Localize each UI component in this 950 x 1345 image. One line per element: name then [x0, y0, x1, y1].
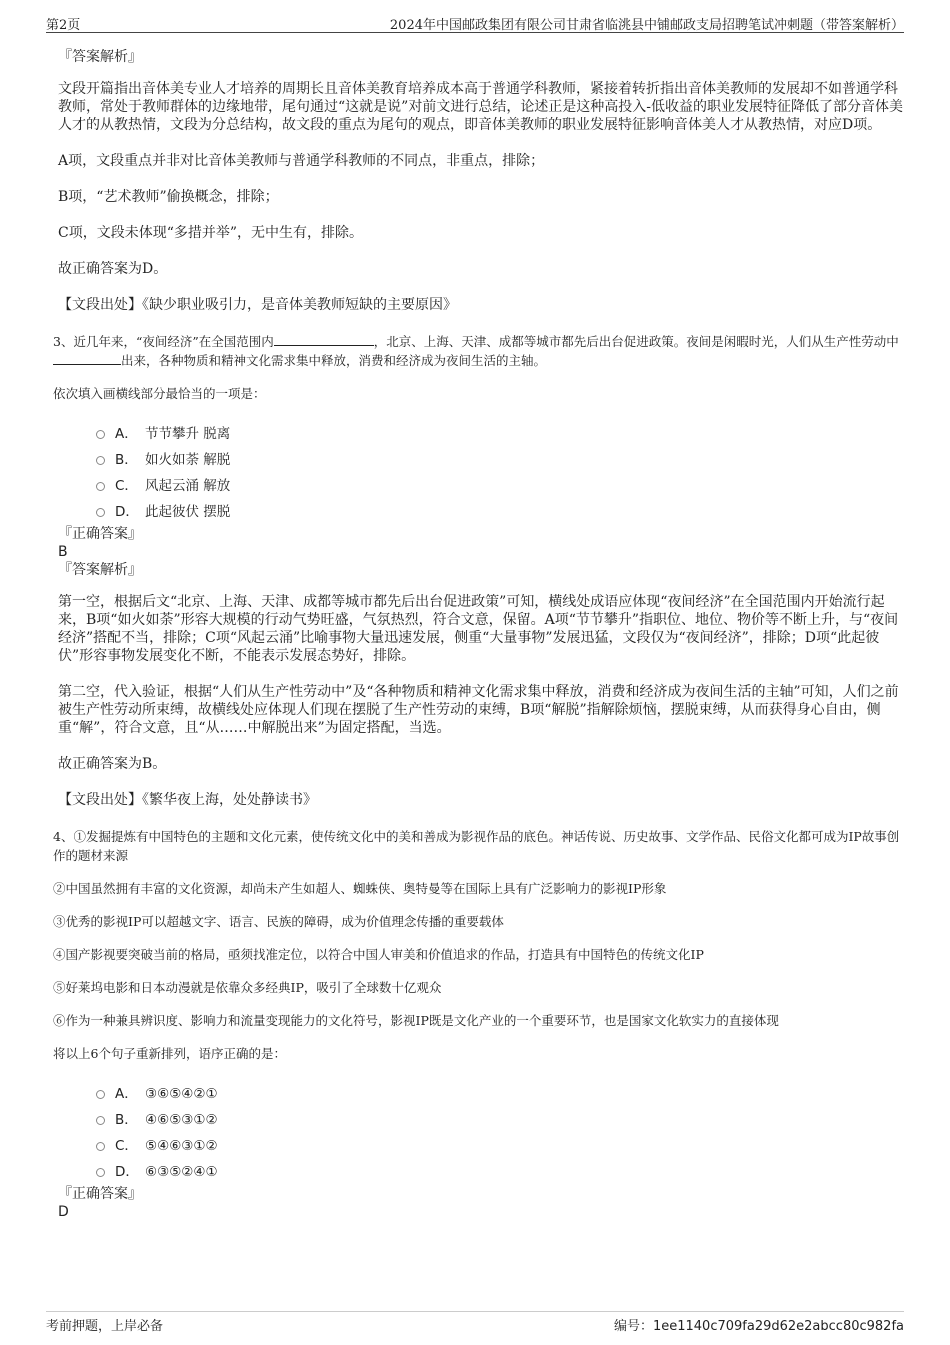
- q2-conclusion: 故正确答案为D。: [58, 261, 168, 277]
- radio-icon[interactable]: [96, 430, 105, 439]
- radio-icon[interactable]: [96, 1116, 105, 1125]
- radio-icon[interactable]: [96, 1142, 105, 1151]
- document-title: 2024年中国邮政集团有限公司甘肃省临洮县中铺邮政支局招聘笔试冲刺题（带答案解析）: [389, 18, 904, 33]
- radio-icon[interactable]: [96, 508, 105, 517]
- code-label: 编号：: [613, 1319, 653, 1334]
- option-letter: C．: [115, 478, 138, 494]
- option-letter: A．: [115, 426, 138, 442]
- q4-sentence-6: ⑥作为一种兼具辨识度、影响力和流量变现能力的文化符号，影视IP既是文化产业的一个重要环节，也是国家文化软实力的直接体现: [53, 1013, 779, 1028]
- option-letter: B．: [115, 452, 138, 468]
- radio-icon[interactable]: [96, 1090, 105, 1099]
- option-text: 如火如荼 解脱: [145, 452, 231, 468]
- q3-answer-label: 『正确答案』: [58, 526, 142, 542]
- q2-analysis-option-a: A项，文段重点并非对比音体美教师与普通学科教师的不同点，非重点，排除；: [58, 153, 545, 169]
- option-letter: A．: [115, 1086, 138, 1102]
- q3-options: [96, 421, 906, 525]
- q2-analysis-label: 『答案解析』: [58, 49, 142, 65]
- q3-stem: [53, 332, 906, 370]
- q3-answer: B: [58, 544, 68, 560]
- radio-icon[interactable]: [96, 1168, 105, 1177]
- q4-answer: D: [58, 1204, 69, 1220]
- option-letter: D．: [115, 1164, 139, 1180]
- q4-option-b[interactable]: [96, 1107, 906, 1133]
- q3-option-d[interactable]: [96, 499, 906, 525]
- q2-analysis-option-b: B项，“艺术教师”偷换概念，排除；: [58, 189, 279, 205]
- option-text: ③⑥⑤④②①: [145, 1086, 218, 1102]
- q4-option-c[interactable]: [96, 1133, 906, 1159]
- q3-analysis-first-blank: 第一空，根据后文“北京、上海、天津、成都等城市都先后出台促进政策”可知，横线处成语应体现“夜间经济”在全国范围内开始流行起来，B项“如火如荼”形容大规模的行动气势旺盛，气氛热烈，符合文意，保留。A项“节节攀升”指职位、地位、物价等不断上升，与“夜间经济”搭配不当，排除；C项“风起云涌”比喻事物大量迅速发展，侧重“大量事物”发展迅猛，文段仅为“夜间经济”，排除；D项“此起彼伏”形容事物发展变化不断，不能表示发展态势好，排除。: [58, 594, 899, 664]
- q4-sentence-4: ④国产影视要突破当前的格局，亟须找准定位，以符合中国人审美和价值追求的作品，打造具有中国特色的传统文化IP: [53, 947, 704, 962]
- q3-analysis-second-blank: 第二空，代入验证，根据“人们从生产性劳动中”及“各种物质和精神文化需求集中释放，消费和经济成为夜间生活的主轴”可知，人们之前被生产性劳动所束缚，故横线处应体现人们现在摆脱了生产性劳动的束缚，B项“解脱”指解除烦恼，摆脱束缚，从而获得身心自由，侧重“解”，符合文意，且“从……中解脱出来”为固定搭配，当选。: [58, 684, 899, 736]
- q4-prompt: 将以上6个句子重新排列，语序正确的是：: [53, 1046, 286, 1061]
- page-number: 第2页: [46, 18, 81, 33]
- document-code: [614, 1315, 904, 1334]
- q3-analysis-label: 『答案解析』: [58, 562, 142, 578]
- page-header: [46, 12, 904, 33]
- option-letter: C．: [115, 1138, 138, 1154]
- q3-stem-part-3: 出来，各种物质和精神文化需求集中释放，消费和经济成为夜间生活的主轴。: [121, 353, 547, 368]
- radio-icon[interactable]: [96, 482, 105, 491]
- option-letter: D．: [115, 504, 139, 520]
- page-footer: [46, 1311, 904, 1332]
- q3-stem-part-2: ，北京、上海、天津、成都等城市都先后出台促进政策。夜间是闲暇时光，人们从生产性劳动中: [373, 334, 899, 349]
- q3-prompt: 依次填入画横线部分最恰当的一项是：: [53, 386, 266, 401]
- footer-slogan: 考前押题，上岸必备: [46, 1319, 164, 1334]
- q4-option-d[interactable]: [96, 1159, 906, 1185]
- q4-options: [96, 1081, 906, 1185]
- option-text: ⑥③⑤②④①: [145, 1164, 218, 1180]
- q4-sentence-5: ⑤好莱坞电影和日本动漫就是依靠众多经典IP，吸引了全球数十亿观众: [53, 980, 442, 995]
- option-text: 风起云涌 解放: [145, 478, 231, 494]
- page-content: [53, 48, 906, 1221]
- option-text: 此起彼伏 摆脱: [145, 504, 231, 520]
- q3-option-b[interactable]: [96, 447, 906, 473]
- q3-stem-part-1: 3、近几年来，“夜间经济”在全国范围内: [53, 334, 274, 349]
- q3-blank-2: [53, 352, 121, 365]
- q4-sentence-1: 4、①发掘提炼有中国特色的主题和文化元素，使传统文化中的美和善成为影视作品的底色。神话传说、历史故事、文学作品、民俗文化都可成为IP故事创作的题材来源: [53, 829, 900, 863]
- q2-analysis-paragraph: 文段开篇指出音体美专业人才培养的周期长且音体美教育培养成本高于普通学科教师，紧接着转折指出音体美教师的发展却不如普通学科教师，常处于教师群体的边缘地带，尾句通过“这就是说”对前文进行总结，论述正是这种高投入-低收益的职业发展特征降低了部分音体美人才的从教热情，文段为分总结构，故文段的重点为尾句的观点，即音体美教师的职业发展特征影响音体美人才从教热情，对应D项。: [58, 81, 904, 133]
- q3-conclusion: 故正确答案为B。: [58, 756, 167, 772]
- radio-icon[interactable]: [96, 456, 105, 465]
- q2-analysis-option-c: C项，文段未体现“多措并举”，无中生有，排除。: [58, 225, 364, 241]
- option-text: ④⑥⑤③①②: [145, 1112, 218, 1128]
- q4-option-a[interactable]: [96, 1081, 906, 1107]
- q3-blank-1: [274, 333, 374, 346]
- q4-sentence-3: ③优秀的影视IP可以超越文字、语言、民族的障碍，成为价值理念传播的重要载体: [53, 914, 504, 929]
- option-text: 节节攀升 脱离: [145, 426, 231, 442]
- code-value: 1ee1140c709fa29d62e2abcc80c982fa: [652, 1319, 904, 1334]
- option-text: ⑤④⑥③①②: [145, 1138, 218, 1154]
- q3-source: 【文段出处】《繁华夜上海，处处静读书》: [58, 792, 317, 808]
- q4-answer-label: 『正确答案』: [58, 1186, 142, 1202]
- q4-sentence-2: ②中国虽然拥有丰富的文化资源，却尚未产生如超人、蜘蛛侠、奥特曼等在国际上具有广泛影响力的影视IP形象: [53, 881, 667, 896]
- q2-source: 【文段出处】《缺少职业吸引力，是音体美教师短缺的主要原因》: [58, 297, 457, 313]
- q3-option-a[interactable]: [96, 421, 906, 447]
- q3-option-c[interactable]: [96, 473, 906, 499]
- option-letter: B．: [115, 1112, 138, 1128]
